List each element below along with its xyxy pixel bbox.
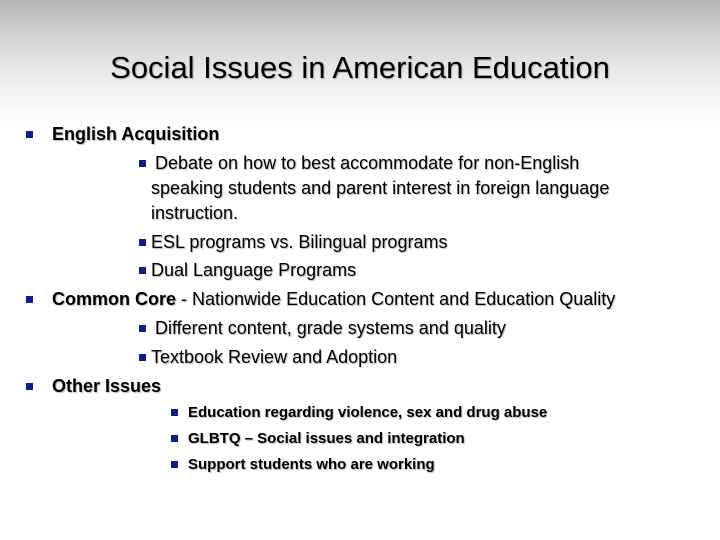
sub-bullet-line: Different content, grade systems and quality [155, 318, 506, 338]
sub-bullet-line: Support students who are working [188, 456, 435, 473]
bullet-common-core [52, 289, 615, 310]
square-bullet-icon [171, 461, 178, 468]
bullet-other-issues: Other Issues [52, 376, 162, 396]
bullet-common-core-rest: - Nationwide Education Content and Education Quality [176, 289, 616, 309]
square-bullet-icon [139, 160, 146, 167]
square-bullet-icon [26, 131, 33, 138]
square-bullet-icon [26, 383, 33, 390]
square-bullet-icon [139, 239, 146, 246]
sub-bullet-line: GLBTQ – Social issues and integration [188, 430, 465, 447]
sub-bullet-line: Debate on how to best accommodate for non-English [155, 153, 580, 173]
square-bullet-icon [171, 435, 178, 442]
square-bullet-icon [26, 296, 33, 303]
sub-bullet-line: speaking students and parent interest in foreign language [151, 178, 610, 198]
square-bullet-icon [139, 325, 146, 332]
bullet-english-acquisition: English Acquisition [52, 124, 220, 144]
sub-bullet-line: ESL programs vs. Bilingual programs [151, 232, 448, 252]
sub-bullet-line: instruction. [151, 203, 239, 223]
slide-title: Social Issues in American Education [110, 50, 610, 85]
square-bullet-icon [139, 267, 146, 274]
sub-bullet-line: Education regarding violence, sex and drug abuse [188, 404, 548, 421]
sub-bullet-line: Dual Language Programs [151, 260, 357, 280]
bullet-common-core-bold: Common Core [52, 289, 177, 309]
sub-bullet-line: Textbook Review and Adoption [151, 347, 398, 367]
square-bullet-icon [139, 354, 146, 361]
square-bullet-icon [171, 409, 178, 416]
